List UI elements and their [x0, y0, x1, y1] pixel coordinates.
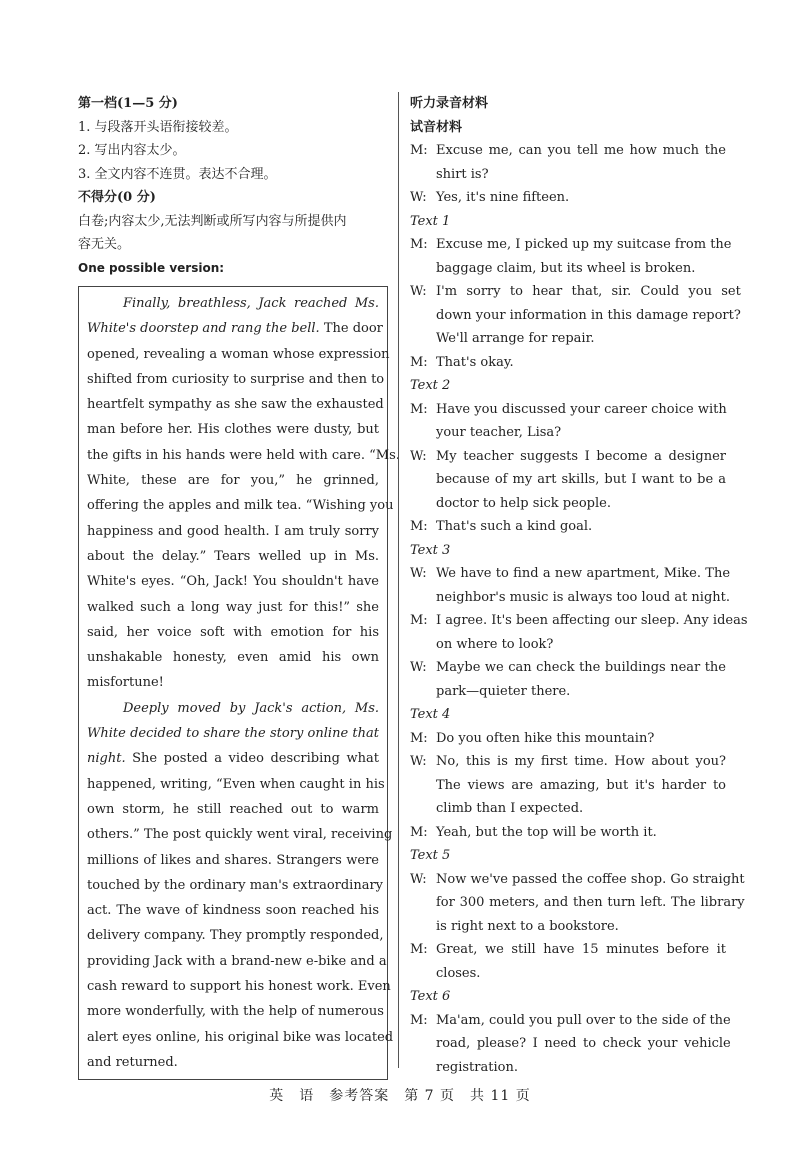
- dialogue-line: climb than I expected.: [436, 801, 584, 816]
- essay-line: White's eyes. “Oh, Jack! You shouldn't have: [87, 574, 379, 590]
- dialogue-line: Great, we still have 15 minutes before it: [436, 942, 726, 957]
- dialogue-turn: [410, 186, 726, 210]
- essay-line: millions of likes and shares. Strangers were: [87, 852, 379, 868]
- dialogue-line: Ma'am, could you pull over to the side of the: [436, 1012, 731, 1028]
- text-dialogue: [410, 562, 748, 703]
- text-dialogue: [410, 233, 741, 374]
- speaker-text: [436, 233, 732, 280]
- speaker-label: M:: [410, 824, 428, 840]
- speaker-text: [436, 445, 726, 516]
- speaker-label: W:: [410, 754, 427, 769]
- speaker-text: [436, 186, 726, 210]
- text-dialogue: [410, 1009, 731, 1080]
- essay-line: White, these are for you,” he grinned,: [87, 473, 379, 489]
- speaker-text: [436, 868, 745, 939]
- dialogue-turn: [410, 938, 726, 985]
- essay-line: act. The wave of kindness soon reached his: [87, 903, 379, 919]
- left-column: [78, 92, 400, 1080]
- essay-line: delivery company. They promptly responded,: [87, 928, 384, 944]
- essay-line: man before her. His clothes were dusty, but: [87, 422, 379, 438]
- essay-line: White decided to share the story online that: [87, 726, 379, 742]
- essay-line: touched by the ordinary man's extraordinary: [87, 877, 384, 893]
- essay-line: shifted from curiosity to surprise and then to: [87, 371, 385, 387]
- grade0-line: 白卷;内容太少,无法判断或所写内容与所提供内: [78, 213, 347, 229]
- speaker-text: [436, 727, 726, 751]
- dialogue-turn: [410, 750, 726, 821]
- speaker-label: W:: [410, 284, 427, 299]
- text-label: Text 4: [410, 707, 451, 722]
- dialogue-line: your teacher, Lisa?: [436, 425, 562, 440]
- essay-line: White's doorstep and rang the bell. The door: [87, 321, 383, 337]
- text-label: Text 6: [410, 989, 451, 1004]
- text-label: Text 3: [410, 542, 451, 558]
- version-label: One possible version:: [78, 260, 225, 275]
- dialogue-line: Have you discussed your career choice with: [436, 401, 727, 417]
- dialogue-turn: [410, 821, 726, 845]
- essay-line: misfortune!: [87, 675, 164, 691]
- page-footer: 英 语 参考答案 第 7 页 共 11 页: [269, 1088, 531, 1104]
- dialogue-line: on where to look?: [436, 636, 554, 652]
- listening-title: 听力录音材料: [410, 96, 489, 111]
- dialogue-line: shirt is?: [436, 166, 489, 182]
- text-dialogue: [410, 868, 745, 986]
- dialogue-turn: [410, 139, 726, 186]
- speaker-label: M:: [410, 519, 428, 534]
- dialogue-line: The views are amazing, but it's harder to: [436, 777, 726, 793]
- dialogue-line: That's okay.: [436, 354, 514, 370]
- dialogue-line: My teacher suggests I become a designer: [436, 448, 726, 464]
- essay-line: offering the apples and milk tea. “Wishing you: [87, 498, 394, 514]
- speaker-label: M:: [410, 237, 428, 252]
- essay-line: unshakable honesty, even amid his own: [87, 650, 379, 666]
- dialogue-line: Maybe we can check the buildings near the: [436, 660, 726, 675]
- dialogue-line: park—quieter there.: [436, 683, 571, 699]
- dialogue-turn: [410, 609, 748, 656]
- essay-line: said, her voice soft with emotion for his: [87, 624, 379, 640]
- dialogue-line: baggage claim, but its wheel is broken.: [436, 260, 696, 276]
- speaker-text: [436, 821, 726, 845]
- right-column: [410, 92, 748, 1079]
- grade0-line: 容无关。: [78, 237, 131, 252]
- sample-title: 试音材料: [410, 119, 463, 135]
- sample-dialogue: [410, 139, 726, 210]
- essay-line: Finally, breathless, Jack reached Ms.: [123, 296, 379, 311]
- dialogue-line: Excuse me, can you tell me how much the: [436, 143, 726, 158]
- text-label: Text 1: [410, 213, 451, 229]
- dialogue-line: because of my art skills, but I want to be a: [436, 472, 726, 487]
- dialogue-turn: [410, 1009, 731, 1080]
- speaker-label: W:: [410, 190, 427, 205]
- dialogue-line: neighbor's music is always too loud at night.: [436, 589, 731, 605]
- dialogue-turn: [410, 233, 732, 280]
- speaker-text: [436, 1009, 731, 1080]
- essay-line: alert eyes online, his original bike was located: [87, 1029, 394, 1045]
- dialogue-turn: [410, 351, 726, 375]
- dialogue-line: Now we've passed the coffee shop. Go straight: [436, 871, 745, 887]
- essay-line: cash reward to support his honest work. Even: [87, 979, 391, 995]
- text-label: Text 5: [410, 848, 451, 863]
- dialogue-line: for 300 meters, and then turn left. The library: [436, 895, 745, 910]
- essay-line: others.” The post quickly went viral, receiving: [87, 827, 393, 843]
- grade1-item: 2. 写出内容太少。: [78, 143, 186, 158]
- speaker-text: [436, 398, 727, 445]
- dialogue-line: is right next to a bookstore.: [436, 918, 619, 934]
- grade0-title: 不得分(0 分): [78, 190, 156, 205]
- dialogue-line: We'll arrange for repair.: [436, 331, 595, 346]
- essay-line: about the delay.” Tears welled up in Ms.: [87, 548, 379, 564]
- speaker-label: M:: [410, 730, 428, 746]
- text-dialogue: [410, 727, 726, 845]
- essay-line: Deeply moved by Jack's action, Ms.: [123, 700, 379, 716]
- dialogue-line: road, please? I need to check your vehicle: [436, 1036, 731, 1051]
- dialogue-line: registration.: [436, 1059, 518, 1075]
- essay-line: opened, revealing a woman whose expression: [87, 346, 390, 362]
- speaker-text: [436, 139, 726, 186]
- speaker-label: M:: [410, 1012, 428, 1028]
- text-label: Text 2: [410, 378, 451, 393]
- dialogue-turn: [410, 656, 726, 703]
- essay-line: night. She posted a video describing what: [87, 751, 379, 767]
- essay-line: walked such a long way just for this!” she: [87, 599, 379, 615]
- dialogue-turn: [410, 868, 745, 939]
- dialogue-line: closes.: [436, 965, 481, 981]
- speaker-text: [436, 351, 726, 375]
- essay-line: and returned.: [87, 1054, 178, 1070]
- essay-line: happened, writing, “Even when caught in his: [87, 776, 385, 792]
- grade0-text: [78, 210, 388, 257]
- grade1-item: 3. 全文内容不连贯。表达不合理。: [78, 166, 277, 182]
- dialogue-line: doctor to help sick people.: [436, 495, 611, 511]
- essay-line: heartfelt sympathy as she saw the exhausted: [87, 397, 384, 413]
- speaker-text: [436, 515, 726, 539]
- grade1-item: 1. 与段落开头语衔接较差。: [78, 119, 238, 135]
- dialogue-turn: [410, 562, 731, 609]
- dialogue-line: I agree. It's been affecting our sleep. Any ideas: [436, 613, 748, 628]
- speaker-label: M:: [410, 401, 428, 417]
- speaker-label: M:: [410, 143, 428, 158]
- dialogue-line: Yeah, but the top will be worth it.: [436, 824, 657, 840]
- dialogue-line: Excuse me, I picked up my suitcase from the: [436, 237, 732, 252]
- dialogue-line: No, this is my first time. How about you?: [436, 754, 726, 769]
- speaker-label: M:: [410, 354, 428, 370]
- speaker-label: W:: [410, 660, 427, 675]
- dialogue-line: We have to find a new apartment, Mike. The: [436, 566, 731, 581]
- dialogue-turn: [410, 515, 726, 539]
- speaker-text: [436, 938, 726, 985]
- listening-texts: [410, 210, 748, 1080]
- dialogue-line: Yes, it's nine fifteen.: [436, 190, 570, 205]
- speaker-text: [436, 280, 741, 351]
- essay-box: [78, 286, 400, 1080]
- text-dialogue: [410, 398, 726, 539]
- speaker-text: [436, 750, 726, 821]
- dialogue-turn: [410, 280, 741, 351]
- dialogue-line: down your information in this damage report?: [436, 307, 741, 323]
- speaker-text: [436, 656, 726, 703]
- dialogue-line: That's such a kind goal.: [436, 519, 593, 534]
- speaker-text: [436, 609, 748, 656]
- essay-line: the gifts in his hands were held with care. “Ms.: [87, 447, 400, 463]
- speaker-label: M:: [410, 613, 428, 628]
- dialogue-turn: [410, 727, 726, 751]
- essay-line: providing Jack with a brand-new e-bike and a: [87, 953, 387, 969]
- speaker-label: M:: [410, 942, 428, 957]
- speaker-text: [436, 562, 730, 609]
- column-divider: [398, 92, 399, 1068]
- dialogue-turn: [410, 445, 726, 516]
- dialogue-line: Do you often hike this mountain?: [436, 730, 655, 746]
- speaker-label: W:: [410, 448, 427, 464]
- dialogue-line: I'm sorry to hear that, sir. Could you set: [436, 284, 741, 299]
- essay-line: more wonderfully, with the help of numerous: [87, 1004, 384, 1020]
- dialogue-turn: [410, 398, 726, 445]
- speaker-label: W:: [410, 871, 427, 887]
- essay-line: own storm, he still reached out to warm: [87, 801, 379, 817]
- essay-line: happiness and good health. I am truly sorry: [87, 523, 379, 539]
- grade1-title: 第一档(1—5 分): [78, 96, 178, 111]
- speaker-label: W:: [410, 566, 427, 581]
- grade1-list: [78, 116, 388, 187]
